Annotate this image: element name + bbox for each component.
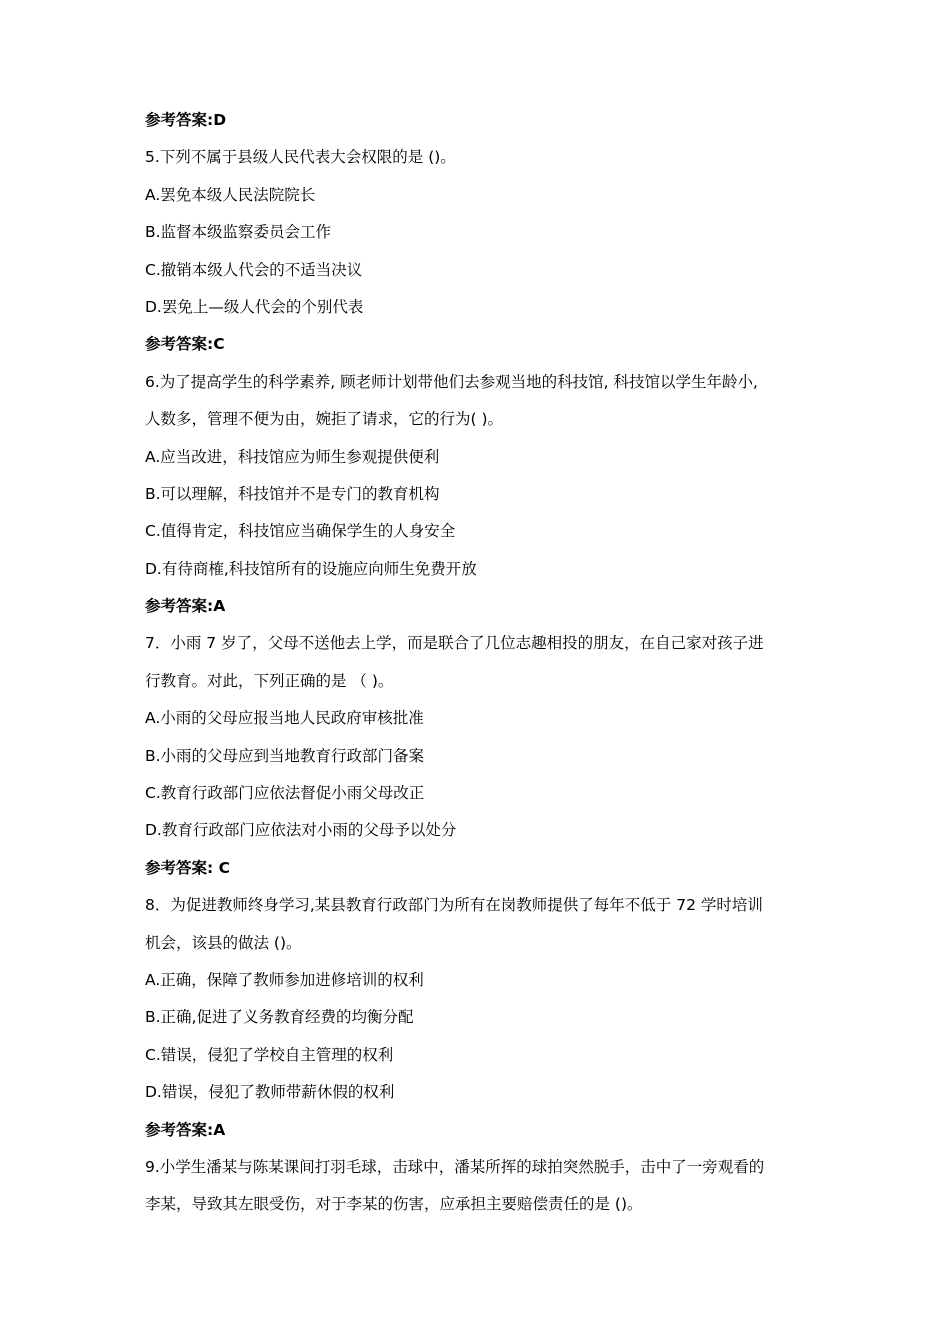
option-line: A.正确，保障了教师参加进修培训的权利 <box>145 970 424 989</box>
option-line: C.撤销本级人代会的不适当决议 <box>145 260 363 279</box>
option-line: B.可以理解，科技馆并不是专门的教育机构 <box>145 484 440 503</box>
option-line: B.监督本级监察委员会工作 <box>145 223 332 242</box>
option-line: A.罢免本级人民法院院长 <box>145 185 316 204</box>
option-line: D.教育行政部门应依法对小雨的父母予以处分 <box>145 821 457 840</box>
question-line: 机会，该县的做法 ()。 <box>145 933 302 952</box>
question-line: 9.小学生潘某与陈某课间打羽毛球，击球中，潘某所挥的球拍突然脱手，击中了一旁观看的 <box>145 1157 765 1176</box>
option-line: C.值得肯定，科技馆应当确保学生的人身安全 <box>145 522 456 541</box>
question-line: 6.为了提高学生的科学素养, 顾老师计划带他们去参观当地的科技馆, 科技馆以学生年龄小, <box>145 372 758 391</box>
question-line: 5.下列不属于县级人民代表大会权限的是 ()。 <box>145 148 456 167</box>
question-line: 8．为促进教师终身学习,某县教育行政部门为所有在岗教师提供了每年不低于 72 学时培训 <box>145 896 763 915</box>
option-line: D.罢免上—级人代会的个别代表 <box>145 297 364 316</box>
answer-line: 参考答案:D <box>145 111 227 129</box>
question-line: 7．小雨 7 岁了，父母不送他去上学，而是联合了几位志趣相投的朋友，在自己家对孩子进 <box>145 634 764 653</box>
option-line: B.小雨的父母应到当地教育行政部门备案 <box>145 746 425 765</box>
document-body <box>145 102 825 1224</box>
question-line: 行教育。对此，下列正确的是 （ )。 <box>145 671 394 690</box>
option-line: D.有待商榷,科技馆所有的设施应向师生免费开放 <box>145 559 477 578</box>
question-line: 人数多，管理不便为由，婉拒了请求，它的行为( )。 <box>145 410 504 429</box>
option-line: A.小雨的父母应报当地人民政府审核批准 <box>145 709 424 728</box>
option-line: C.教育行政部门应依法督促小雨父母改正 <box>145 784 425 803</box>
option-line: D.错误，侵犯了教师带薪休假的权利 <box>145 1083 395 1102</box>
answer-line: 参考答案:A <box>145 597 226 616</box>
option-line: B.正确,促进了义务教育经费的均衡分配 <box>145 1008 414 1027</box>
option-line: C.错误，侵犯了学校自主管理的权利 <box>145 1045 394 1064</box>
answer-line: 参考答案:A <box>145 1120 226 1139</box>
answer-line: 参考答案:C <box>145 335 225 354</box>
option-line: A.应当改进，科技馆应为师生参观提供便利 <box>145 447 440 466</box>
answer-line: 参考答案: C <box>145 858 230 877</box>
question-line: 李某，导致其左眼受伤，对于李某的伤害，应承担主要赔偿责任的是 ()。 <box>145 1195 643 1214</box>
